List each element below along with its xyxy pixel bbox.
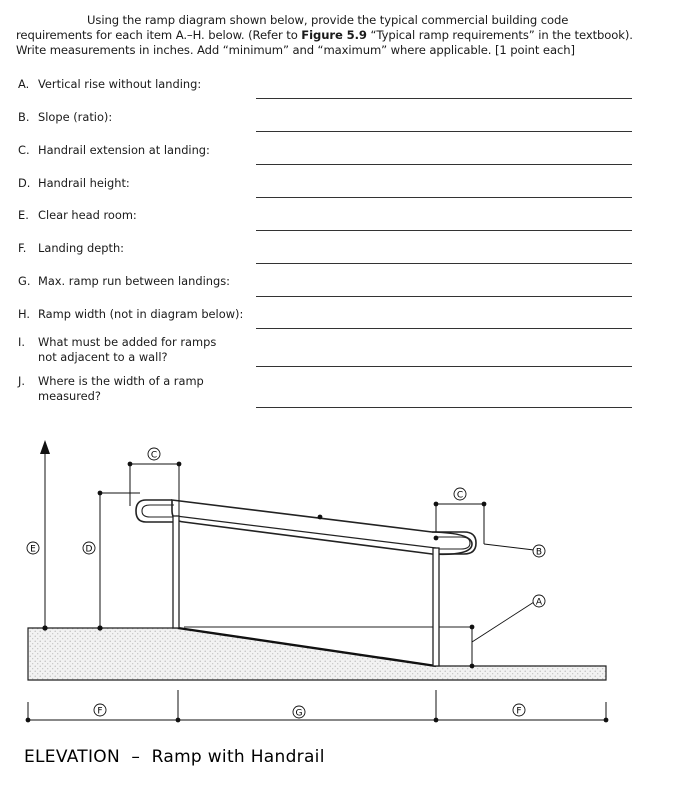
instructions-line-2 [16, 28, 633, 42]
marker-f-left [94, 704, 106, 717]
marker-a [533, 595, 545, 608]
question-letter: G. [18, 274, 31, 288]
marker-a-label: A [535, 597, 543, 608]
extension-right-dot [482, 502, 487, 507]
handrail-height-bottom-dot [97, 625, 102, 630]
question-b [18, 110, 258, 125]
bottom-dim-dot [176, 718, 181, 723]
handrail-right-return-inner [434, 537, 470, 549]
question-text: Where is the width of a ramp measured? [38, 374, 204, 403]
marker-f-right-label: F [516, 706, 522, 717]
question-text: Ramp width (not in diagram below): [38, 307, 244, 321]
diagram-caption: ELEVATION – Ramp with Handrail [24, 747, 325, 767]
question-text: What must be added for ramps not adjacent to a wall? [38, 335, 217, 364]
question-text: Handrail height: [38, 176, 130, 190]
answer-line-i[interactable] [256, 366, 632, 367]
handrail-post-right [433, 548, 439, 666]
instructions-line-2-end: “Typical ramp requirements” in the textbook). [366, 28, 633, 42]
marker-g-label: G [295, 708, 303, 719]
answer-line-d[interactable] [256, 197, 632, 198]
marker-g [293, 706, 305, 719]
question-letter: C. [18, 143, 30, 157]
extension-left-dot [128, 462, 133, 467]
extension-left-dot [177, 462, 182, 467]
question-c [18, 143, 258, 158]
headroom-base-dot [42, 625, 47, 630]
question-letter: E. [18, 208, 29, 222]
marker-d [83, 542, 95, 555]
instructions-line-3: Write measurements in inches. Add “minimum” and “maximum” where applicable. [1 point each] [16, 43, 575, 57]
handrail-inner-tube [176, 516, 436, 548]
question-a [18, 77, 258, 92]
marker-b [533, 545, 545, 558]
marker-c-right-label: C [456, 490, 464, 501]
question-text: Landing depth: [38, 241, 125, 255]
vertical-rise-bottom-dot [470, 664, 475, 669]
marker-b-label: B [535, 547, 543, 558]
extension-right-dot [434, 502, 439, 507]
question-letter: B. [18, 110, 30, 124]
question-g [18, 274, 258, 289]
handrail-post-left [173, 516, 179, 628]
question-h [18, 307, 258, 322]
vertical-rise-top-dot [470, 625, 475, 630]
answer-line-c[interactable] [256, 164, 632, 165]
question-text: Clear head room: [38, 208, 137, 222]
question-letter: H. [18, 307, 30, 321]
marker-f-right [513, 704, 525, 717]
question-letter: F. [18, 241, 27, 255]
question-e [18, 208, 258, 223]
question-text: Max. ramp run between landings: [38, 274, 230, 288]
leader-line-a [472, 602, 534, 642]
ramp-floor-slab [28, 628, 606, 680]
question-letter: D. [18, 176, 31, 190]
handrail-height-top-dot [98, 491, 103, 496]
ramp-diagram [14, 420, 614, 775]
question-f [18, 241, 258, 256]
question-i [18, 335, 258, 365]
rail-dot [318, 515, 323, 520]
headroom-arrowhead [40, 440, 50, 454]
marker-c-left-label: C [150, 450, 158, 461]
bottom-dim-dot [26, 718, 31, 723]
handrail-tube [172, 500, 472, 554]
bottom-dim-dot [434, 718, 439, 723]
figure-reference: Figure 5.9 [301, 28, 367, 42]
instructions-line-2-start: requirements for each item A.–H. below. (Refer to [16, 28, 302, 42]
question-d [18, 176, 258, 191]
marker-c-right [454, 488, 466, 501]
marker-f-left-label: F [97, 706, 103, 717]
answer-line-h[interactable] [256, 328, 632, 329]
question-letter: I. [18, 335, 25, 349]
marker-c-left [148, 448, 160, 461]
answer-line-a[interactable] [256, 98, 632, 99]
leader-line-b [484, 544, 534, 550]
question-letter: J. [18, 374, 25, 388]
answer-line-j[interactable] [256, 407, 632, 408]
answer-line-b[interactable] [256, 131, 632, 132]
bottom-dim-dot [604, 718, 609, 723]
marker-d-label: D [85, 544, 93, 555]
question-text: Handrail extension at landing: [38, 143, 210, 157]
question-text: Slope (ratio): [38, 110, 113, 124]
question-text: Vertical rise without landing: [38, 77, 202, 91]
answer-line-f[interactable] [256, 263, 632, 264]
question-letter: A. [18, 77, 30, 91]
answer-line-g[interactable] [256, 296, 632, 297]
marker-e-label: E [30, 544, 36, 555]
answer-line-e[interactable] [256, 230, 632, 231]
rail-dot [434, 536, 439, 541]
question-j [18, 374, 258, 404]
instructions [16, 13, 656, 58]
handrail-left-return-inner [142, 505, 174, 517]
marker-e [27, 542, 39, 555]
instructions-line-1: Using the ramp diagram shown below, provide the typical commercial building code [87, 13, 569, 27]
ramp-elevation-drawing [14, 420, 614, 775]
